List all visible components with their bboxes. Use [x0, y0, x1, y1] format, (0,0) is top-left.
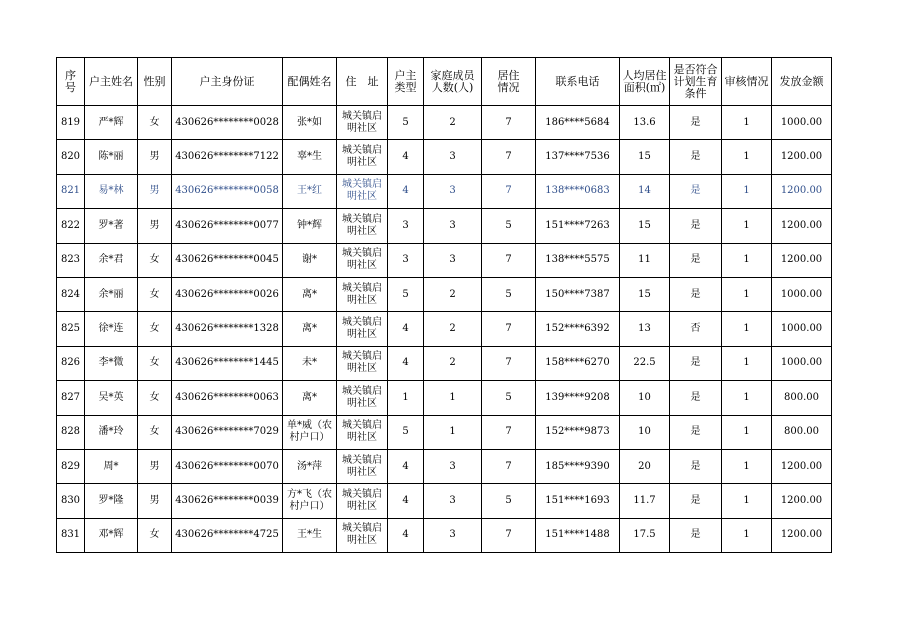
review-cell: 1	[722, 381, 772, 415]
owner-name-cell: 余*君	[85, 243, 138, 277]
residence-cell: 5	[482, 484, 536, 518]
area-cell: 13	[620, 312, 670, 346]
header-owner-type: 户主类型	[388, 58, 424, 106]
table-row	[57, 449, 832, 483]
amount-cell: 1200.00	[772, 174, 832, 208]
gender-cell: 男	[138, 449, 172, 483]
header-row	[57, 58, 832, 106]
table-row	[57, 277, 832, 311]
area-cell: 11	[620, 243, 670, 277]
family-planning-cell: 否	[670, 312, 722, 346]
area-cell: 15	[620, 140, 670, 174]
amount-cell: 1200.00	[772, 484, 832, 518]
residence-cell: 7	[482, 106, 536, 140]
phone-cell: 185****9390	[536, 449, 620, 483]
owner-id-cell: 430626********0070	[172, 449, 283, 483]
family-size-cell: 3	[424, 243, 482, 277]
address-cell: 城关镇启明社区	[337, 312, 388, 346]
header-phone: 联系电话	[536, 58, 620, 106]
phone-cell: 186****5684	[536, 106, 620, 140]
review-cell: 1	[722, 243, 772, 277]
review-cell: 1	[722, 449, 772, 483]
address-cell: 城关镇启明社区	[337, 277, 388, 311]
owner-type-cell: 3	[388, 243, 424, 277]
owner-name-cell: 潘*玲	[85, 415, 138, 449]
owner-id-cell: 430626********0039	[172, 484, 283, 518]
family-size-cell: 1	[424, 415, 482, 449]
phone-cell: 152****9873	[536, 415, 620, 449]
owner-id-cell: 430626********0058	[172, 174, 283, 208]
family-planning-cell: 是	[670, 277, 722, 311]
owner-type-cell: 4	[388, 174, 424, 208]
family-planning-cell: 是	[670, 449, 722, 483]
family-planning-cell: 是	[670, 381, 722, 415]
amount-cell: 800.00	[772, 381, 832, 415]
owner-name-cell: 罗*隆	[85, 484, 138, 518]
table-row	[57, 209, 832, 243]
amount-cell: 1200.00	[772, 449, 832, 483]
amount-cell: 1200.00	[772, 243, 832, 277]
owner-type-cell: 4	[388, 312, 424, 346]
table-row	[57, 346, 832, 380]
phone-cell: 152****6392	[536, 312, 620, 346]
owner-id-cell: 430626********1328	[172, 312, 283, 346]
address-cell: 城关镇启明社区	[337, 415, 388, 449]
header-residence: 居住情况	[482, 58, 536, 106]
family-planning-cell: 是	[670, 415, 722, 449]
review-cell: 1	[722, 277, 772, 311]
spouse-name-cell: 未*	[283, 346, 337, 380]
area-cell: 20	[620, 449, 670, 483]
table-row	[57, 381, 832, 415]
residence-cell: 7	[482, 415, 536, 449]
family-size-cell: 3	[424, 518, 482, 552]
table-row	[57, 518, 832, 552]
residence-cell: 7	[482, 518, 536, 552]
family-size-cell: 2	[424, 312, 482, 346]
family-size-cell: 3	[424, 484, 482, 518]
spouse-name-cell: 离*	[283, 312, 337, 346]
spouse-name-cell: 离*	[283, 381, 337, 415]
owner-id-cell: 430626********0028	[172, 106, 283, 140]
seq-cell: 829	[57, 449, 85, 483]
review-cell: 1	[722, 346, 772, 380]
gender-cell: 女	[138, 518, 172, 552]
gender-cell: 女	[138, 312, 172, 346]
family-size-cell: 1	[424, 381, 482, 415]
gender-cell: 男	[138, 140, 172, 174]
header-family-planning: 是否符合计划生育条件	[670, 58, 722, 106]
gender-cell: 女	[138, 346, 172, 380]
amount-cell: 1000.00	[772, 277, 832, 311]
family-planning-cell: 是	[670, 106, 722, 140]
gender-cell: 女	[138, 243, 172, 277]
owner-id-cell: 430626********7029	[172, 415, 283, 449]
area-cell: 17.5	[620, 518, 670, 552]
header-address: 住 址	[337, 58, 388, 106]
header-area: 人均居住面积(㎡)	[620, 58, 670, 106]
area-cell: 10	[620, 381, 670, 415]
gender-cell: 女	[138, 106, 172, 140]
address-cell: 城关镇启明社区	[337, 209, 388, 243]
family-size-cell: 2	[424, 277, 482, 311]
family-size-cell: 3	[424, 174, 482, 208]
gender-cell: 男	[138, 209, 172, 243]
owner-id-cell: 430626********0063	[172, 381, 283, 415]
amount-cell: 1200.00	[772, 209, 832, 243]
address-cell: 城关镇启明社区	[337, 106, 388, 140]
gender-cell: 女	[138, 277, 172, 311]
seq-cell: 826	[57, 346, 85, 380]
owner-name-cell: 陈*丽	[85, 140, 138, 174]
seq-cell: 830	[57, 484, 85, 518]
header-spouse-name: 配偶姓名	[283, 58, 337, 106]
seq-cell: 828	[57, 415, 85, 449]
owner-id-cell: 430626********1445	[172, 346, 283, 380]
address-cell: 城关镇启明社区	[337, 518, 388, 552]
residence-cell: 7	[482, 312, 536, 346]
table-row	[57, 243, 832, 277]
amount-cell: 1000.00	[772, 346, 832, 380]
residence-cell: 7	[482, 449, 536, 483]
owner-type-cell: 4	[388, 449, 424, 483]
owner-name-cell: 徐*连	[85, 312, 138, 346]
family-size-cell: 2	[424, 346, 482, 380]
owner-type-cell: 4	[388, 140, 424, 174]
family-planning-cell: 是	[670, 346, 722, 380]
family-size-cell: 2	[424, 106, 482, 140]
seq-cell: 820	[57, 140, 85, 174]
family-planning-cell: 是	[670, 518, 722, 552]
table-body	[57, 106, 832, 553]
review-cell: 1	[722, 106, 772, 140]
family-planning-cell: 是	[670, 174, 722, 208]
amount-cell: 1000.00	[772, 312, 832, 346]
family-size-cell: 3	[424, 140, 482, 174]
phone-cell: 139****9208	[536, 381, 620, 415]
seq-cell: 827	[57, 381, 85, 415]
table-row	[57, 415, 832, 449]
phone-cell: 137****7536	[536, 140, 620, 174]
seq-cell: 823	[57, 243, 85, 277]
residence-cell: 7	[482, 140, 536, 174]
owner-type-cell: 4	[388, 484, 424, 518]
owner-name-cell: 邓*辉	[85, 518, 138, 552]
header-gender: 性别	[138, 58, 172, 106]
spouse-name-cell: 离*	[283, 277, 337, 311]
owner-id-cell: 430626********4725	[172, 518, 283, 552]
spouse-name-cell: 钟*辉	[283, 209, 337, 243]
seq-cell: 831	[57, 518, 85, 552]
address-cell: 城关镇启明社区	[337, 484, 388, 518]
gender-cell: 男	[138, 484, 172, 518]
family-size-cell: 3	[424, 449, 482, 483]
area-cell: 22.5	[620, 346, 670, 380]
seq-cell: 825	[57, 312, 85, 346]
spouse-name-cell: 谢*	[283, 243, 337, 277]
family-planning-cell: 是	[670, 209, 722, 243]
phone-cell: 151****7263	[536, 209, 620, 243]
residence-cell: 7	[482, 174, 536, 208]
owner-type-cell: 5	[388, 106, 424, 140]
address-cell: 城关镇启明社区	[337, 346, 388, 380]
residence-cell: 7	[482, 243, 536, 277]
amount-cell: 1200.00	[772, 518, 832, 552]
owner-name-cell: 罗*著	[85, 209, 138, 243]
review-cell: 1	[722, 209, 772, 243]
owner-id-cell: 430626********0026	[172, 277, 283, 311]
spouse-name-cell: 汤*萍	[283, 449, 337, 483]
area-cell: 14	[620, 174, 670, 208]
amount-cell: 1000.00	[772, 106, 832, 140]
review-cell: 1	[722, 140, 772, 174]
address-cell: 城关镇启明社区	[337, 174, 388, 208]
residence-cell: 7	[482, 346, 536, 380]
owner-name-cell: 易*林	[85, 174, 138, 208]
owner-type-cell: 5	[388, 415, 424, 449]
review-cell: 1	[722, 518, 772, 552]
amount-cell: 800.00	[772, 415, 832, 449]
family-planning-cell: 是	[670, 243, 722, 277]
owner-type-cell: 4	[388, 518, 424, 552]
header-owner-name: 户主姓名	[85, 58, 138, 106]
owner-name-cell: 余*丽	[85, 277, 138, 311]
owner-id-cell: 430626********7122	[172, 140, 283, 174]
spouse-name-cell: 张*如	[283, 106, 337, 140]
owner-id-cell: 430626********0077	[172, 209, 283, 243]
area-cell: 15	[620, 277, 670, 311]
residence-cell: 5	[482, 209, 536, 243]
phone-cell: 138****0683	[536, 174, 620, 208]
area-cell: 15	[620, 209, 670, 243]
owner-name-cell: 李*微	[85, 346, 138, 380]
review-cell: 1	[722, 484, 772, 518]
header-seq: 序号	[57, 58, 85, 106]
subsidy-table	[56, 57, 832, 553]
owner-type-cell: 5	[388, 277, 424, 311]
spouse-name-cell: 王*生	[283, 518, 337, 552]
amount-cell: 1200.00	[772, 140, 832, 174]
address-cell: 城关镇启明社区	[337, 381, 388, 415]
address-cell: 城关镇启明社区	[337, 449, 388, 483]
table-row	[57, 174, 832, 208]
area-cell: 11.7	[620, 484, 670, 518]
owner-name-cell: 吴*英	[85, 381, 138, 415]
header-review: 审核情况	[722, 58, 772, 106]
seq-cell: 822	[57, 209, 85, 243]
area-cell: 10	[620, 415, 670, 449]
spouse-name-cell: 辜*生	[283, 140, 337, 174]
family-size-cell: 3	[424, 209, 482, 243]
spouse-name-cell: 方*飞（农村户口）	[283, 484, 337, 518]
family-planning-cell: 是	[670, 140, 722, 174]
residence-cell: 5	[482, 277, 536, 311]
gender-cell: 女	[138, 415, 172, 449]
phone-cell: 138****5575	[536, 243, 620, 277]
seq-cell: 824	[57, 277, 85, 311]
phone-cell: 150****7387	[536, 277, 620, 311]
review-cell: 1	[722, 415, 772, 449]
review-cell: 1	[722, 174, 772, 208]
area-cell: 13.6	[620, 106, 670, 140]
gender-cell: 女	[138, 381, 172, 415]
table-row	[57, 312, 832, 346]
table-row	[57, 140, 832, 174]
owner-id-cell: 430626********0045	[172, 243, 283, 277]
owner-name-cell: 严*辉	[85, 106, 138, 140]
table-row	[57, 106, 832, 140]
header-amount: 发放金额	[772, 58, 832, 106]
gender-cell: 男	[138, 174, 172, 208]
phone-cell: 151****1693	[536, 484, 620, 518]
owner-type-cell: 3	[388, 209, 424, 243]
owner-type-cell: 1	[388, 381, 424, 415]
spouse-name-cell: 王*红	[283, 174, 337, 208]
seq-cell: 819	[57, 106, 85, 140]
spouse-name-cell: 单*威（农村户口）	[283, 415, 337, 449]
seq-cell: 821	[57, 174, 85, 208]
residence-cell: 5	[482, 381, 536, 415]
owner-name-cell: 周*	[85, 449, 138, 483]
review-cell: 1	[722, 312, 772, 346]
phone-cell: 158****6270	[536, 346, 620, 380]
header-family-size: 家庭成员人数(人)	[424, 58, 482, 106]
owner-type-cell: 4	[388, 346, 424, 380]
header-owner-id: 户主身份证	[172, 58, 283, 106]
family-planning-cell: 是	[670, 484, 722, 518]
address-cell: 城关镇启明社区	[337, 243, 388, 277]
phone-cell: 151****1488	[536, 518, 620, 552]
table-row	[57, 484, 832, 518]
address-cell: 城关镇启明社区	[337, 140, 388, 174]
